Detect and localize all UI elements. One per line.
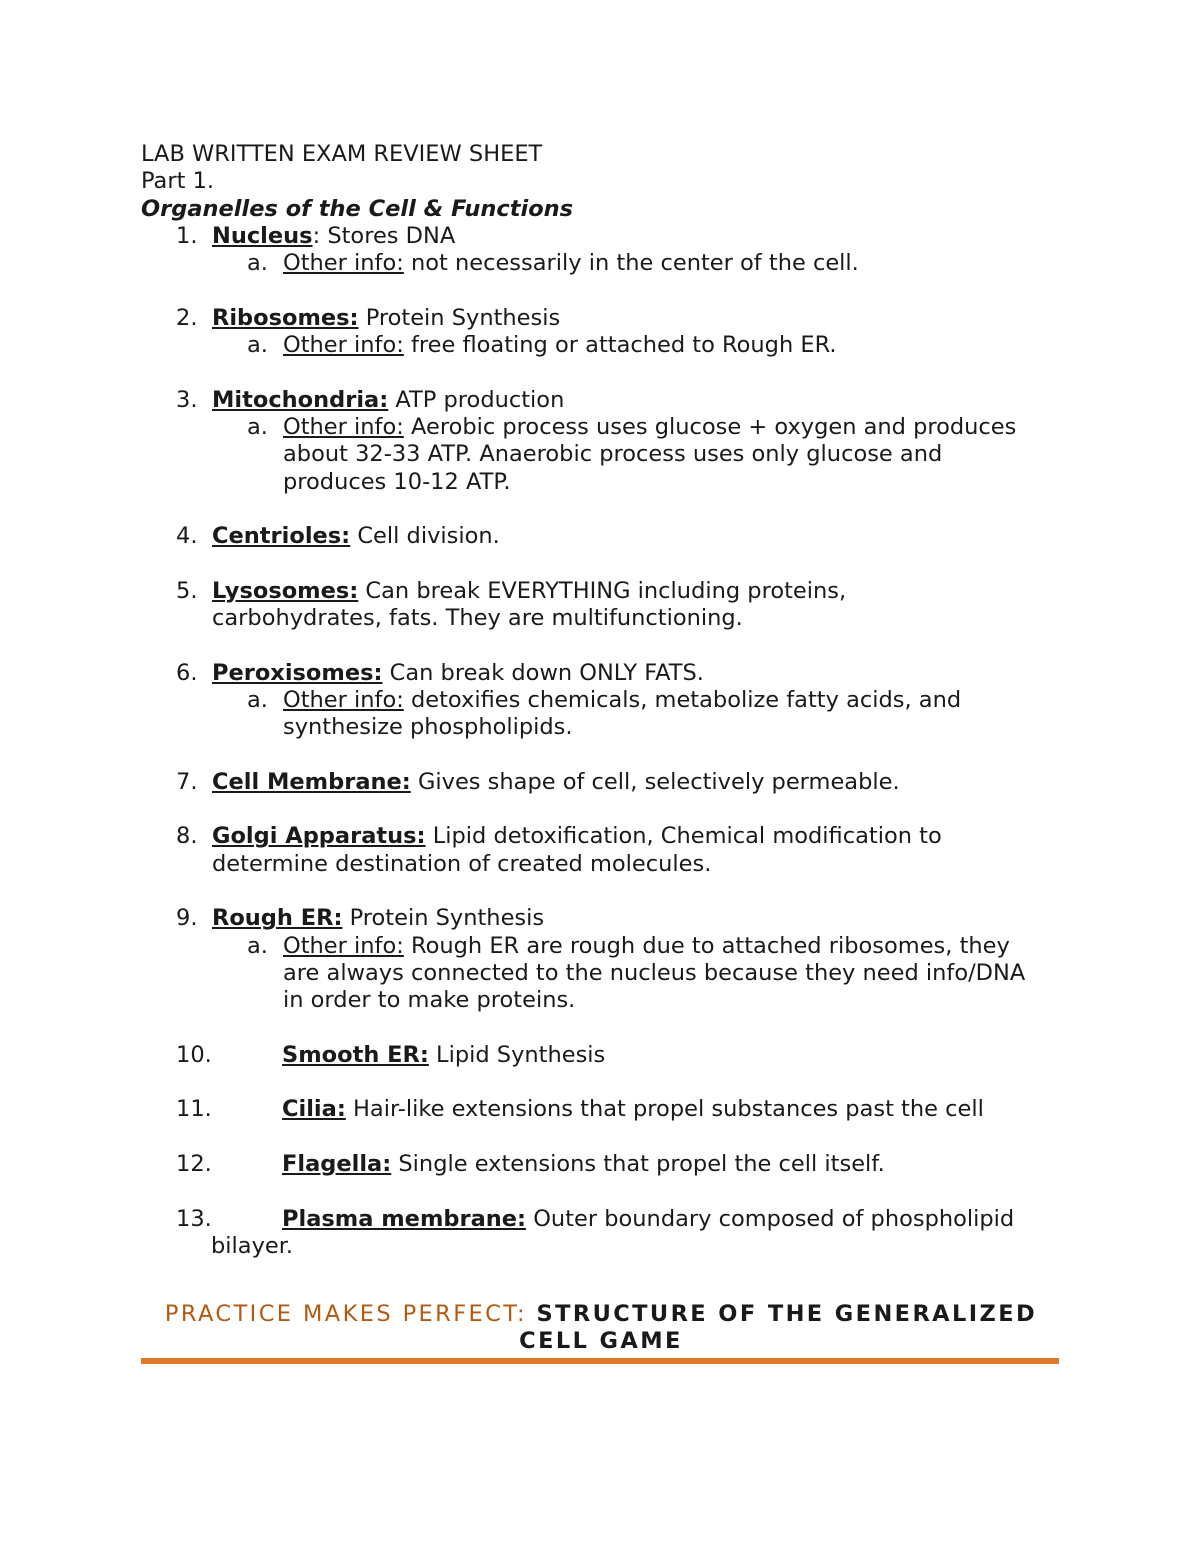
list-item — [141, 387, 1061, 496]
document-title: LAB WRITTEN EXAM REVIEW SHEET — [141, 141, 543, 167]
list-item — [141, 1206, 1061, 1261]
sub-list — [212, 414, 1061, 496]
description: ATP production — [388, 386, 565, 413]
description: Cell division. — [350, 523, 500, 550]
item-number: 8. — [176, 823, 198, 850]
sub-list — [212, 933, 1061, 1015]
description-continued: determine destination of created molecules. — [212, 850, 712, 877]
description: Single extensions that propel the cell itself. — [391, 1150, 885, 1177]
practice-title-line1: STRUCTURE OF THE GENERALIZED — [536, 1301, 1038, 1327]
term: Cell Membrane: — [212, 768, 411, 795]
item-number: 6. — [176, 659, 198, 686]
list-item — [141, 823, 1061, 878]
description: Can break EVERYTHING including proteins, — [358, 577, 847, 604]
term: Plasma membrane: — [282, 1205, 527, 1232]
sub-item — [212, 933, 1061, 1015]
sub-letter: a. — [247, 250, 268, 277]
sub-text: not necessarily in the center of the cell. — [403, 250, 859, 277]
item-number: 5. — [176, 577, 198, 604]
list-item — [141, 660, 1061, 742]
list-item — [141, 305, 1061, 360]
item-number: 3. — [176, 386, 198, 413]
item-number: 1. — [176, 222, 198, 249]
description-continued: bilayer. — [211, 1232, 294, 1259]
list-item — [141, 578, 1061, 633]
term: Ribosomes: — [212, 304, 359, 331]
part-label: Part 1. — [141, 168, 215, 195]
sub-text: detoxifies chemicals, metabolize fatty acids, and — [403, 686, 962, 713]
item-number: 2. — [176, 304, 198, 331]
list-item — [141, 1096, 1061, 1123]
section-heading: Organelles of the Cell & Functions — [141, 195, 574, 222]
term: Golgi Apparatus: — [212, 823, 426, 850]
sub-text: free floating or attached to Rough ER. — [403, 332, 837, 359]
accent-divider — [141, 1358, 1059, 1364]
other-info-label: Other info: — [283, 250, 404, 277]
list-item — [141, 905, 1061, 1014]
sub-letter: a. — [247, 413, 268, 440]
term: Cilia: — [282, 1096, 346, 1123]
item-number: 12. — [176, 1150, 212, 1177]
other-info-label: Other info: — [283, 413, 404, 440]
term: Centrioles: — [212, 523, 351, 550]
description: Stores DNA — [320, 222, 456, 249]
sub-text-continued: are always connected to the nucleus because they need info/DNA — [283, 959, 1026, 986]
sub-item — [212, 414, 1061, 496]
practice-lead: PRACTICE MAKES PERFECT: — [164, 1301, 537, 1327]
sub-letter: a. — [247, 332, 268, 359]
sub-text: Aerobic process uses glucose + oxygen and produces — [403, 413, 1017, 440]
description-continued: carbohydrates, fats. They are multifunctioning. — [212, 605, 743, 632]
sub-item — [212, 687, 1061, 742]
description: Can break down ONLY FATS. — [382, 659, 704, 686]
other-info-label: Other info: — [283, 932, 404, 959]
list-item — [141, 523, 1061, 550]
list-item — [141, 1151, 1061, 1178]
sub-list — [212, 687, 1061, 742]
other-info-label: Other info: — [283, 332, 404, 359]
item-number: 13. — [176, 1205, 212, 1232]
sub-text-continued: synthesize phospholipids. — [283, 714, 573, 741]
term: Lysosomes: — [212, 577, 359, 604]
practice-title-line2: CELL GAME — [519, 1328, 683, 1355]
sub-text-continued: about 32-33 ATP. Anaerobic process uses only glucose and — [283, 441, 943, 468]
term: Nucleus — [212, 222, 313, 249]
item-number: 7. — [176, 768, 198, 795]
item-number: 9. — [176, 905, 198, 932]
item-number: 4. — [176, 523, 198, 550]
sub-text: Rough ER are rough due to attached ribosomes, they — [403, 932, 1010, 959]
list-item — [141, 769, 1061, 796]
description: Outer boundary composed of phospholipid — [526, 1205, 1015, 1232]
term: Mitochondria: — [212, 386, 389, 413]
term-colon: : — [312, 222, 321, 249]
organelle-list — [141, 223, 1061, 1260]
sub-list — [212, 332, 1061, 359]
sub-list — [212, 250, 1061, 277]
term: Rough ER: — [212, 905, 343, 932]
item-number: 11. — [176, 1096, 212, 1123]
term: Peroxisomes: — [212, 659, 383, 686]
sub-text-continued: in order to make proteins. — [283, 987, 576, 1014]
list-item — [141, 223, 1061, 278]
term: Flagella: — [282, 1150, 392, 1177]
practice-heading — [141, 1301, 1061, 1356]
description: Gives shape of cell, selectively permeable. — [410, 768, 900, 795]
sub-item — [212, 250, 1061, 277]
other-info-label: Other info: — [283, 686, 404, 713]
sub-item — [212, 332, 1061, 359]
list-item — [141, 1042, 1061, 1069]
document-page — [141, 141, 1061, 1260]
description: Protein Synthesis — [358, 304, 561, 331]
description: Lipid Synthesis — [428, 1041, 606, 1068]
sub-letter: a. — [247, 686, 268, 713]
description: Lipid detoxification, Chemical modification to — [425, 823, 942, 850]
description: Protein Synthesis — [342, 905, 545, 932]
sub-text-continued: produces 10-12 ATP. — [283, 468, 511, 495]
item-number: 10. — [176, 1041, 212, 1068]
description: Hair-like extensions that propel substances past the cell — [345, 1096, 984, 1123]
sub-letter: a. — [247, 932, 268, 959]
term: Smooth ER: — [282, 1041, 429, 1068]
